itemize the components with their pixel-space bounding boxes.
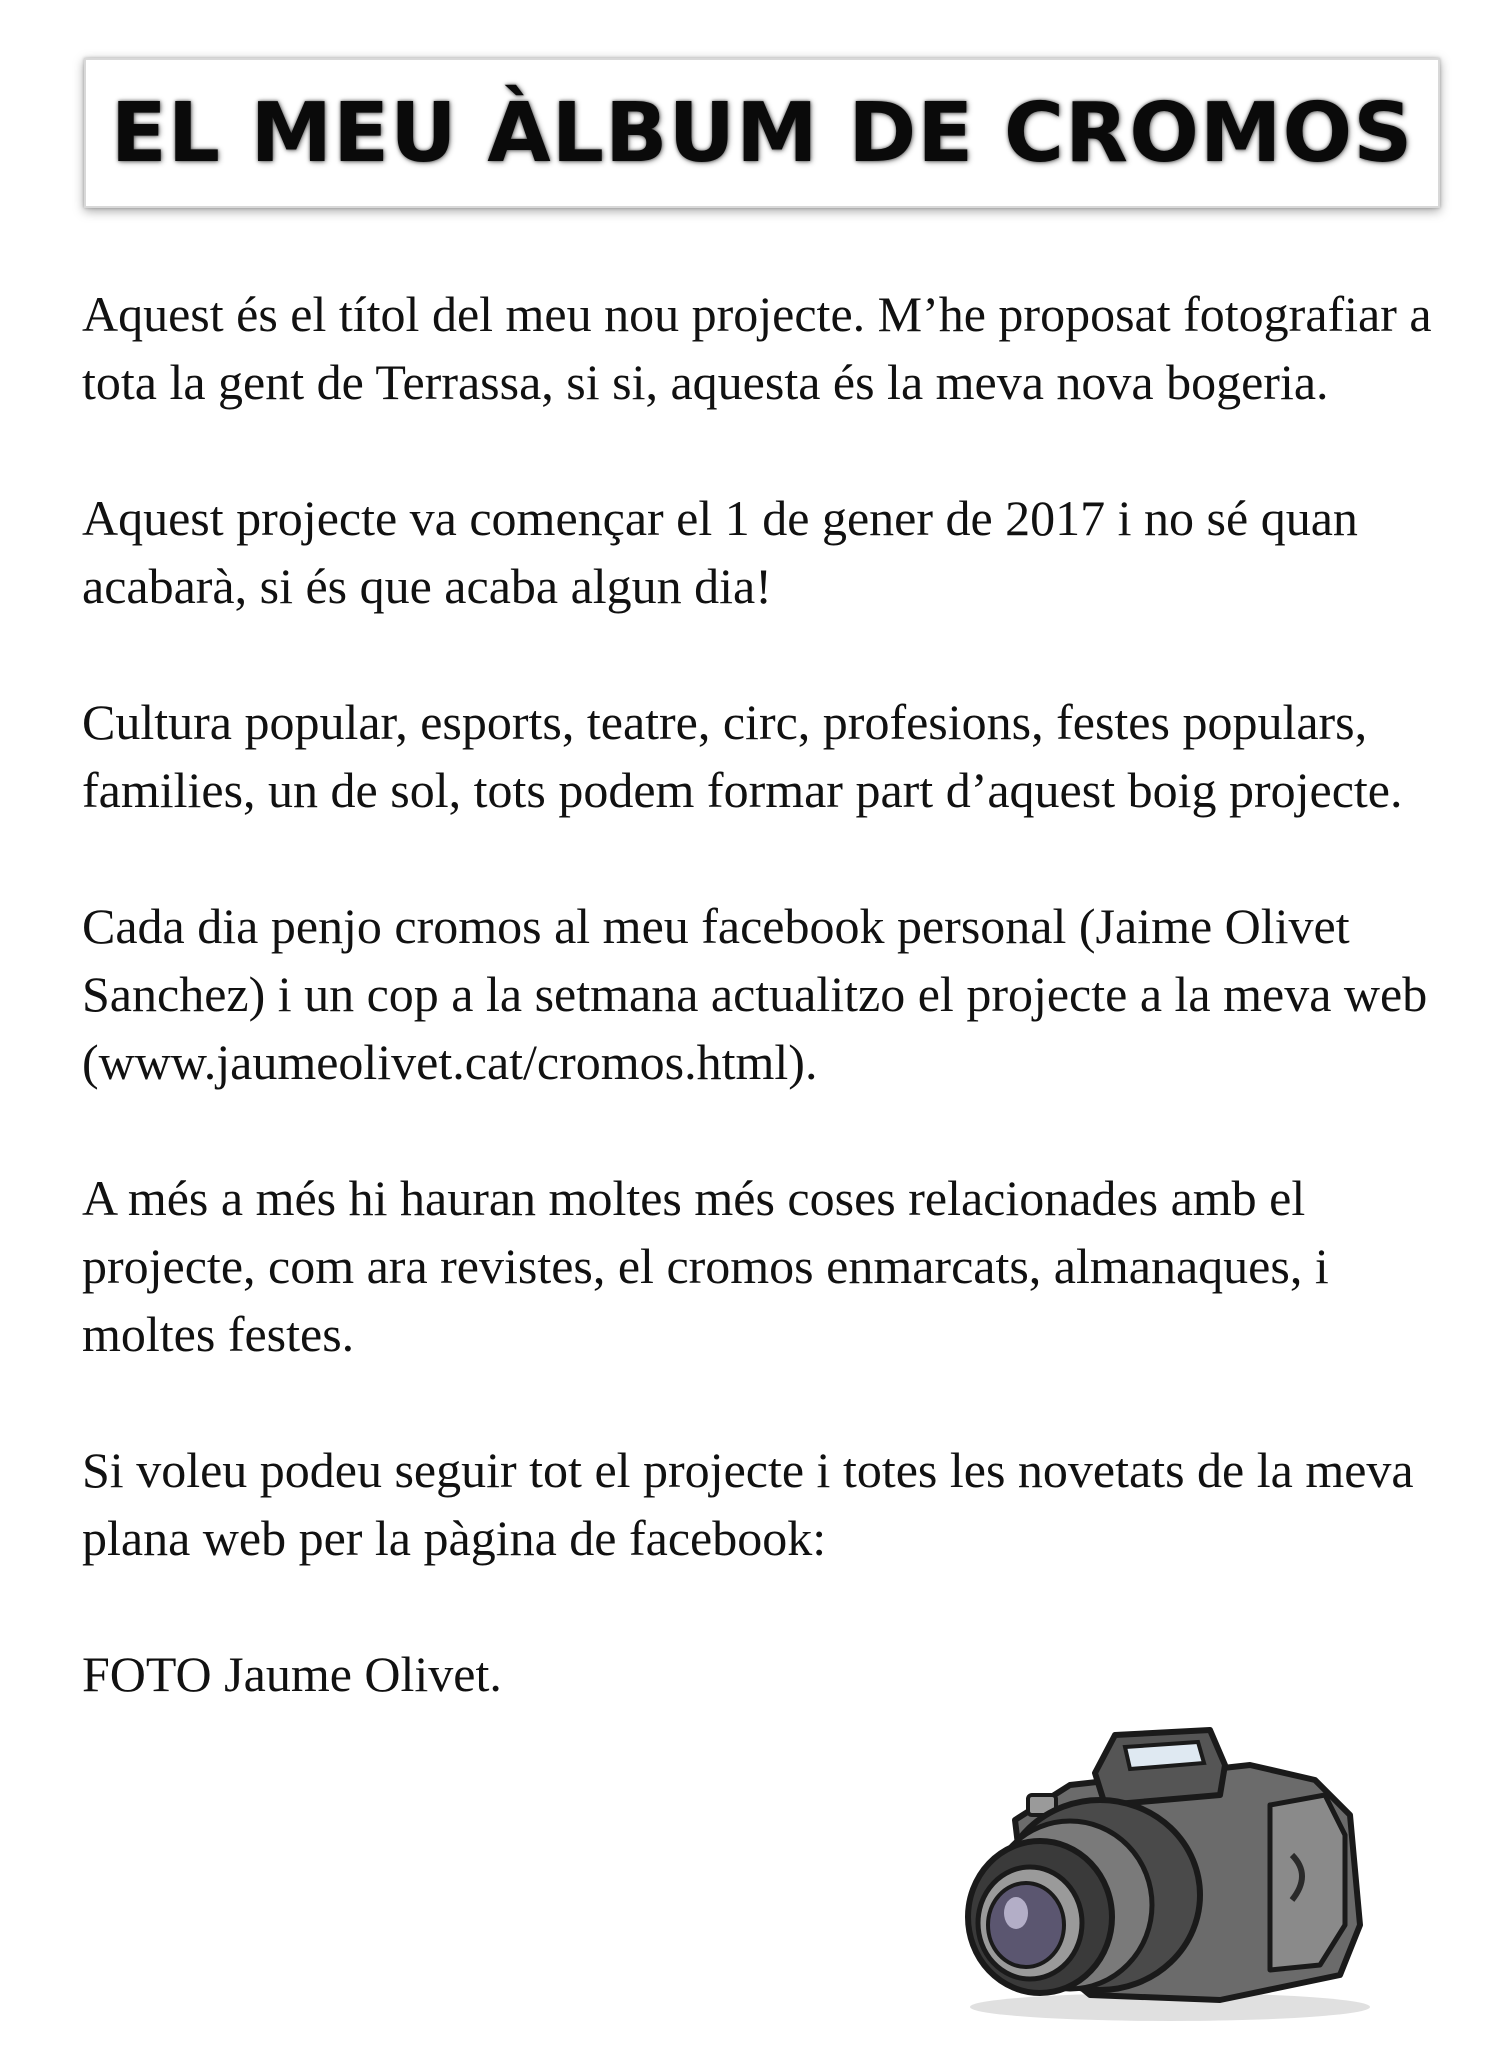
lens-reflection [1004, 1897, 1028, 1929]
camera-icon [920, 1725, 1380, 2025]
paragraph-start-date: Aquest projecte va començar el 1 de gener de 2017 i no sé quan acabarà, si és que acaba algun dia! [82, 490, 1358, 614]
photo-credit: FOTO Jaume Olivet. [82, 1646, 502, 1702]
lens-glass [988, 1883, 1064, 1967]
paragraph-publishing: Cada dia penjo cromos al meu facebook personal (Jaime Olivet Sanchez) i un cop a la setmana actualitzo el projecte a la meva web (www.jaumeolivet.cat/cromos.html). [82, 898, 1428, 1090]
title-banner [84, 58, 1440, 208]
paragraph-intro: Aquest és el títol del meu nou projecte. M’he proposat fotografiar a tota la gent de Terrassa, si si, aquesta és la meva nova bogeria. [82, 286, 1432, 410]
paragraph-themes: Cultura popular, esports, teatre, circ, profesions, festes populars, families, un de sol, tots podem formar part d’aquest boig projecte. [82, 694, 1403, 818]
page-title: EL MEU ÀLBUM DE CROMOS [110, 85, 1414, 181]
flash-window [1125, 1742, 1204, 1769]
article-body [82, 280, 1442, 1708]
paragraph-follow: Si voleu podeu seguir tot el projecte i totes les novetats de la meva plana web per la pàgina de facebook: [82, 1442, 1414, 1566]
paragraph-extras: A més a més hi hauran moltes més coses relacionades amb el projecte, com ara revistes, el cromos enmarcats, almanaques, i moltes festes. [82, 1170, 1329, 1362]
camera-grip [1270, 1795, 1345, 1970]
